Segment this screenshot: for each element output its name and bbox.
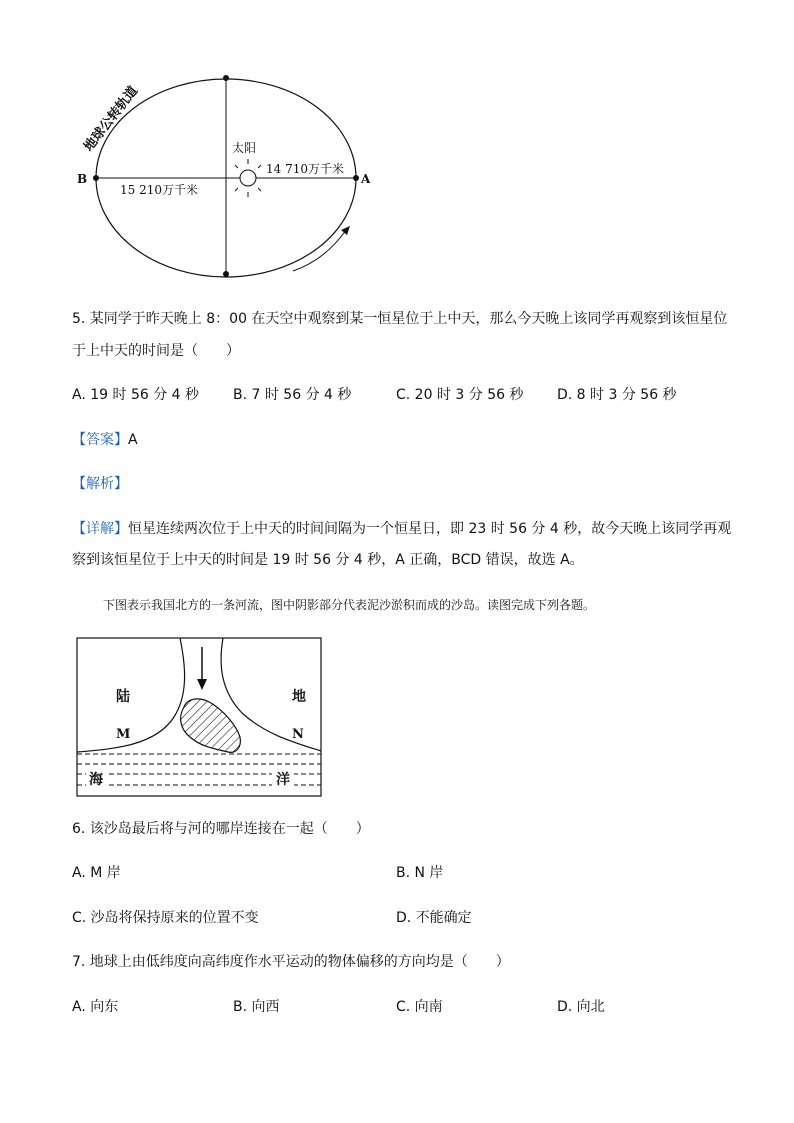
detail-tag: 【详解】	[72, 521, 128, 537]
river-intro: 下图表示我国北方的一条河流，图中阴影部分代表泥沙淤积而成的沙岛。读图完成下列各题。	[103, 598, 596, 612]
orbit-direction-arrow	[293, 230, 346, 271]
q7-stem: 7. 地球上由低纬度向高纬度作水平运动的物体偏移的方向均是（ ）	[72, 954, 510, 970]
q6-option-b: B. N 岸	[396, 865, 444, 881]
detail-text-1: 恒星连续两次位于上中天的时间间隔为一个恒星日，即 23 时 56 分 4 秒，故今天晚上该同学再观	[128, 521, 732, 537]
q5-stem-line2: 于上中天的时间是（ ）	[72, 343, 240, 359]
q7-option-c: C. 向南	[396, 999, 443, 1015]
q5-option-c: C. 20 时 3 分 56 秒	[396, 387, 524, 403]
sea-left-label: 海	[89, 772, 103, 788]
q5-answer	[72, 430, 138, 450]
top-point	[223, 75, 229, 81]
q7-option-b: B. 向西	[233, 999, 280, 1015]
analysis-tag: 【解析】	[72, 476, 128, 492]
sun-label: 太阳	[232, 141, 257, 155]
q5-option-d: D. 8 时 3 分 56 秒	[557, 387, 677, 403]
answer-tag: 【答案】	[72, 432, 128, 448]
q7-option-d: D. 向北	[557, 999, 605, 1015]
q6-stem: 6. 该沙岛最后将与河的哪岸连接在一起（ ）	[72, 821, 370, 837]
q5-option-b: B. 7 时 56 分 4 秒	[233, 387, 352, 403]
q6-option-a: A. M 岸	[72, 865, 121, 881]
right-distance-label: 14 710万千米	[266, 162, 344, 176]
orbit-label: 地球公转轨道	[81, 83, 142, 155]
q5-detail-line2: 察到该恒星位于上中天的时间是 19 时 56 分 4 秒，A 正确，BCD 错误，故选 A。	[72, 552, 584, 568]
bank-m-label: M	[116, 727, 131, 742]
sea-right-label: 洋	[276, 772, 290, 788]
q6-option-c: C. 沙岛将保持原来的位置不变	[72, 910, 259, 926]
land-right-label: 地	[292, 689, 306, 705]
q7-option-a: A. 向东	[72, 999, 119, 1015]
left-distance-label: 15 210万千米	[120, 183, 198, 197]
bank-n-label: N	[292, 727, 304, 742]
orbit-diagram	[60, 60, 390, 290]
bottom-point	[223, 271, 229, 277]
left-point-dot	[93, 175, 99, 181]
land-left-label: 陆	[116, 689, 130, 705]
orbit-arrow-head	[341, 226, 350, 235]
right-point-label: A	[361, 172, 371, 186]
right-point-dot	[353, 175, 359, 181]
q5-stem-line1: 5. 某同学于昨天晚上 8：00 在天空中观察到某一恒星位于上中天，那么今天晚上该同学再观察到该恒星位	[72, 311, 728, 327]
q6-option-d: D. 不能确定	[396, 910, 472, 926]
q5-option-a: A. 19 时 56 分 4 秒	[72, 387, 200, 403]
q5-analysis	[72, 474, 128, 494]
left-point-label: B	[77, 172, 88, 186]
answer-value: A	[128, 432, 138, 448]
q5-detail-line1	[72, 519, 731, 539]
